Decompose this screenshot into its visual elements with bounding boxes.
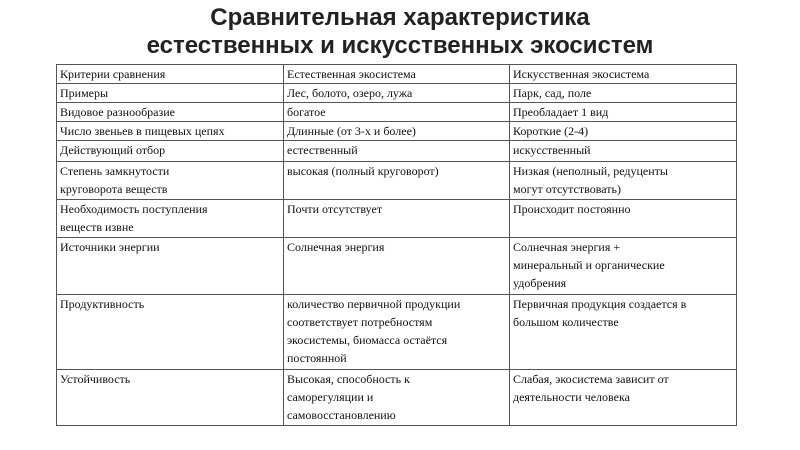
table-cell: Действующий отбор bbox=[57, 141, 284, 162]
table-cell: богатое bbox=[284, 103, 510, 122]
table-cell: Продуктивность bbox=[57, 295, 284, 370]
table-row bbox=[57, 200, 737, 238]
table-cell: Парк, сад, поле bbox=[510, 84, 737, 103]
table-cell: Устойчивость bbox=[57, 370, 284, 426]
table-cell: искусственный bbox=[510, 141, 737, 162]
table-row bbox=[57, 238, 737, 295]
table-row bbox=[57, 141, 737, 162]
table-cell: Преобладает 1 вид bbox=[510, 103, 737, 122]
table-cell: Солнечная энергия bbox=[284, 238, 510, 295]
table-cell: Почти отсутствует bbox=[284, 200, 510, 238]
table-row bbox=[57, 295, 737, 370]
table-cell: Высокая, способность к саморегуляции и самовосстановлению bbox=[284, 370, 510, 426]
table-cell: естественный bbox=[284, 141, 510, 162]
table-cell: Происходит постоянно bbox=[510, 200, 737, 238]
table-cell: Солнечная энергия + минеральный и органические удобрения bbox=[510, 238, 737, 295]
table-cell: Необходимость поступления веществ извне bbox=[57, 200, 284, 238]
header-criteria: Критерии сравнения bbox=[57, 65, 284, 84]
table-header-row bbox=[57, 65, 737, 84]
header-artificial: Искусственная экосистема bbox=[510, 65, 737, 84]
table-cell: Источники энергии bbox=[57, 238, 284, 295]
table-cell: Число звеньев в пищевых цепях bbox=[57, 122, 284, 141]
slide-title bbox=[0, 4, 800, 60]
comparison-table bbox=[56, 64, 737, 426]
title-line-1: Сравнительная характеристика bbox=[210, 4, 590, 31]
table-cell: высокая (полный круговорот) bbox=[284, 162, 510, 200]
table-cell: Слабая, экосистема зависит от деятельности человека bbox=[510, 370, 737, 426]
table-cell: Низкая (неполный, редуценты могут отсутствовать) bbox=[510, 162, 737, 200]
table-cell: количество первичной продукции соответствует потребностям экосистемы, биомасса остаётся постоянной bbox=[284, 295, 510, 370]
table-row bbox=[57, 103, 737, 122]
table-row bbox=[57, 370, 737, 426]
title-line-2: естественных и искусственных экосистем bbox=[146, 32, 654, 59]
table-row bbox=[57, 84, 737, 103]
table-cell: Длинные (от 3-х и более) bbox=[284, 122, 510, 141]
table-row bbox=[57, 162, 737, 200]
table-cell: Лес, болото, озеро, лужа bbox=[284, 84, 510, 103]
table-cell: Первичная продукция создается в большом количестве bbox=[510, 295, 737, 370]
table-row bbox=[57, 122, 737, 141]
table-cell: Степень замкнутости круговорота веществ bbox=[57, 162, 284, 200]
table-cell: Короткие (2-4) bbox=[510, 122, 737, 141]
table-cell: Видовое разнообразие bbox=[57, 103, 284, 122]
header-natural: Естественная экосистема bbox=[284, 65, 510, 84]
table-cell: Примеры bbox=[57, 84, 284, 103]
